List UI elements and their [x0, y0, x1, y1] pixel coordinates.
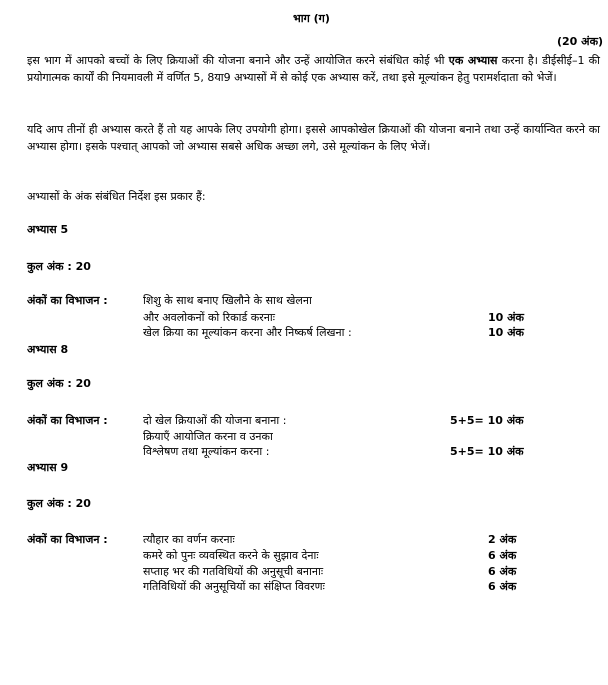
exercise-9-row-text: गतिविधियों की अनुसूचियों का संक्षिप्त विवरणः: [143, 580, 325, 593]
intro-paragraph-1: [27, 52, 600, 86]
exercise-5-title: अभ्यास 5: [27, 223, 69, 236]
exercise-8-row-marks: 5+5= 10 अंक: [450, 445, 524, 458]
exercise-5-row-marks: 10 अंक: [488, 311, 524, 324]
exercise-9-row-text: त्यौहार का वर्णन करनाः: [143, 533, 235, 546]
exercise-8-row-text: क्रियाएँ आयोजित करना व उनका: [143, 430, 273, 443]
intro-emphasis: एक अभ्यास: [448, 54, 498, 67]
exercise-9-breakdown-label: अंकों का विभाजन :: [27, 533, 108, 546]
exercise-8-row-marks: 5+5= 10 अंक: [450, 414, 524, 427]
exercise-9-total: कुल अंक : 20: [27, 497, 91, 510]
exercise-5-breakdown-label: अंकों का विभाजन :: [27, 294, 108, 307]
exercise-5-row-marks: 10 अंक: [488, 326, 524, 339]
exercise-8-total: कुल अंक : 20: [27, 377, 91, 390]
exercise-5-row-text: शिशु के साथ बनाए खिलौने के साथ खेलना: [143, 294, 312, 307]
exercise-5-row-text: और अवलोकनों को रिकार्ड करनाः: [143, 311, 275, 324]
exercise-8-row-text: विश्लेषण तथा मूल्यांकन करना :: [143, 445, 270, 458]
exercise-9-row-marks: 6 अंक: [488, 580, 517, 593]
exercise-9-row-text: सप्ताह भर की गतविधियों की अनुसूची बनानाः: [143, 565, 324, 578]
exercise-8-row-text: दो खेल क्रियाओं की योजना बनाना :: [143, 414, 287, 427]
intro-paragraph-2: यदि आप तीनों ही अभ्यास करते हैं तो यह आपके लिए उपयोगी होगा। इससे आपकोखेल क्रियाओं की योजना बनाने तथा उन्हें कार्यान्वित करने का अभ्यास होगा। इसके पश्चात् आपको जो अभ्यास सबसे अधिक अच्छा लगे, उसे मूल्यांकन के लिए भेजें।: [27, 123, 600, 153]
exercise-8-title: अभ्यास 8: [27, 343, 69, 356]
exercise-9-row-marks: 6 अंक: [488, 549, 517, 562]
exercise-9-row-marks: 6 अंक: [488, 565, 517, 578]
marks-total: (20 अंक): [557, 35, 604, 48]
exercise-9-row-text: कमरे को पुनः व्यवस्थित करने के सुझाव देनाः: [143, 549, 319, 562]
section-title: भाग (ग): [293, 12, 330, 25]
exercise-9-title: अभ्यास 9: [27, 461, 69, 474]
intro-paragraph-3: अभ्यासों के अंक संबंधित निर्देश इस प्रकार हैं:: [27, 190, 206, 203]
exercise-5-row-text: खेल क्रिया का मूल्यांकन करना और निष्कर्ष लिखना :: [143, 326, 352, 339]
exercise-9-row-marks: 2 अंक: [488, 533, 517, 546]
intro-text: इस भाग में आपको बच्चों के लिए क्रियाओं की योजना बनाने और उन्हें आयोजित करने संबंधित कोई भी: [27, 54, 445, 67]
intro-text-rest: करना है। डीईसीई–1 की प्रयोगात्मक कार्यों की नियमावली में वर्णित 5, 8या9 अभ्यासों में से कोई एक अभ्यास करें, तथा इसे मूल्यांकन हेतु परामर्शदाता को भेजें।: [27, 54, 600, 84]
exercise-8-breakdown-label: अंकों का विभाजन :: [27, 414, 108, 427]
exercise-5-total: कुल अंक : 20: [27, 260, 91, 273]
